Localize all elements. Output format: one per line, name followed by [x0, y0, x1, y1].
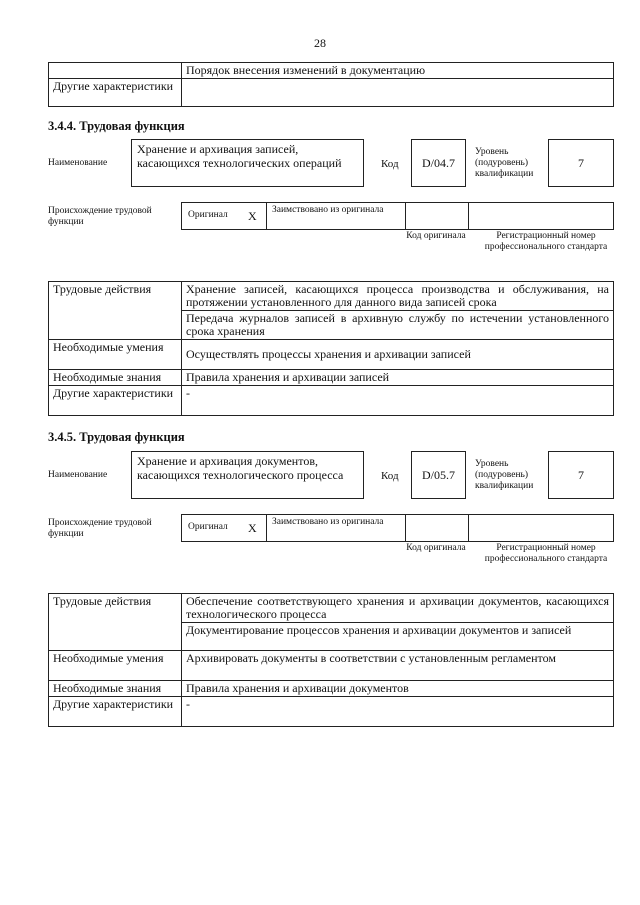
name-label-345: Наименование: [48, 470, 108, 480]
knowledge-label-344: Необходимые знания: [49, 370, 182, 386]
skills-label-344: Необходимые умения: [49, 340, 182, 370]
section-heading-345: 3.4.5. Трудовая функция: [48, 430, 185, 444]
skills-label-345: Необходимые умения: [49, 651, 182, 681]
top-table-other-label: Другие характеристики: [49, 79, 182, 107]
page-number: 28: [314, 36, 326, 50]
action-344-2: Передача журналов записей в архивную службу по истечении установленного срока хранения: [182, 311, 614, 340]
code-original-caption-344: Код оригинала: [406, 231, 466, 241]
level-label-345: Уровень (подуровень) квалификации: [475, 459, 534, 491]
level-value-345: 7: [548, 451, 614, 499]
function-table-345: [48, 593, 614, 727]
action-345-1: Обеспечение соответствующего хранения и архивации документов, касающихся технологического процесса: [182, 594, 614, 623]
knowledge-345: Правила хранения и архивации документов: [182, 681, 614, 697]
reg-number-caption-344: Регистрационный номер профессионального стандарта: [484, 231, 608, 252]
skills-345: Архивировать документы в соответствии с установленным регламентом: [182, 651, 614, 681]
top-table-other-value: [182, 79, 614, 107]
action-345-2: Документирование процессов хранения и архивации документов и записей: [182, 623, 614, 651]
action-344-1: Хранение записей, касающихся процесса производства и обслуживания, на протяжении установленного для данного вида записей срока: [182, 282, 614, 311]
code-label-344: Код: [381, 158, 399, 170]
other-344: -: [182, 386, 614, 416]
section-heading-344: 3.4.4. Трудовая функция: [48, 119, 185, 133]
other-label-345: Другие характеристики: [49, 697, 182, 727]
name-value-344: Хранение и архивация записей, касающихся технологических операций: [131, 139, 364, 187]
origin-table-344: [181, 202, 614, 230]
original-label-344: Оригинал: [188, 210, 228, 220]
knowledge-label-345: Необходимые знания: [49, 681, 182, 697]
reg-number-caption-345: Регистрационный номер профессионального стандарта: [484, 543, 608, 564]
code-label-345: Код: [381, 470, 399, 482]
borrowed-label-345: Заимствовано из оригинала: [272, 517, 384, 527]
knowledge-344: Правила хранения и архивации записей: [182, 370, 614, 386]
other-label-344: Другие характеристики: [49, 386, 182, 416]
code-original-caption-345: Код оригинала: [406, 543, 466, 553]
original-mark-344: X: [248, 209, 257, 223]
original-mark-345: X: [248, 521, 257, 535]
skills-344: Осуществлять процессы хранения и архивации записей: [182, 340, 614, 370]
origin-table-345: [181, 514, 614, 542]
top-table: [48, 62, 614, 107]
code-value-344: D/04.7: [411, 139, 466, 187]
level-value-344: 7: [548, 139, 614, 187]
name-value-345: Хранение и архивация документов, касающихся технологического процесса: [131, 451, 364, 499]
top-table-row1: Порядок внесения изменений в документацию: [182, 63, 614, 79]
level-label-344: Уровень (подуровень) квалификации: [475, 147, 534, 179]
actions-label-345: Трудовые действия: [49, 594, 182, 651]
borrowed-label-344: Заимствовано из оригинала: [272, 205, 384, 215]
function-table-344: [48, 281, 614, 416]
original-label-345: Оригинал: [188, 522, 228, 532]
code-value-345: D/05.7: [411, 451, 466, 499]
origin-label-344: Происхождение трудовой функции: [48, 206, 152, 227]
actions-label-344: Трудовые действия: [49, 282, 182, 340]
name-label-344: Наименование: [48, 158, 108, 168]
other-345: -: [182, 697, 614, 727]
origin-label-345: Происхождение трудовой функции: [48, 518, 152, 539]
